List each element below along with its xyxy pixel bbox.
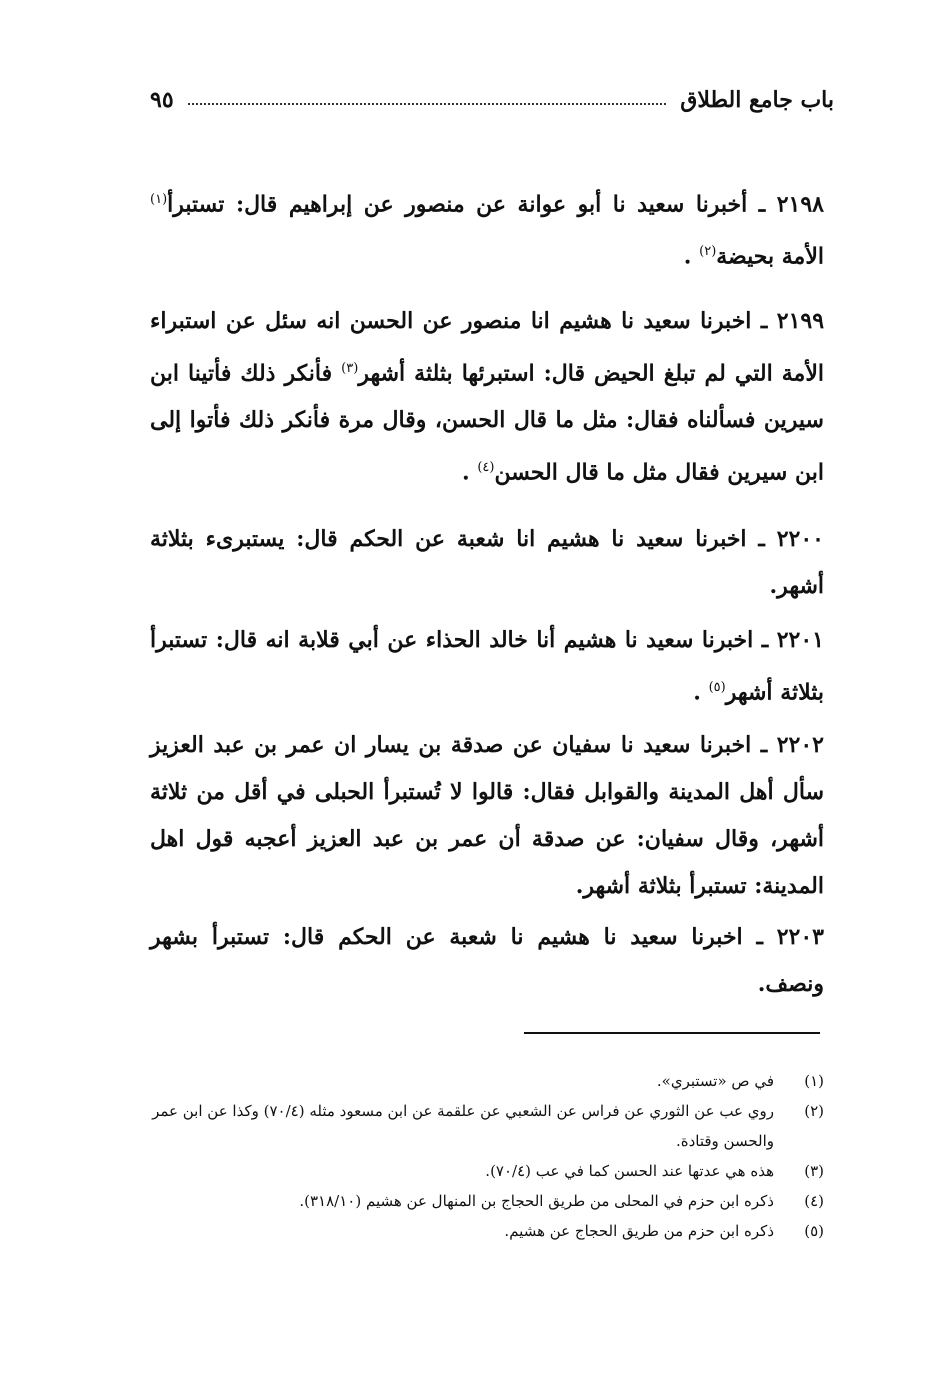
footnote-text: ذكره ابن حزم في المحلى من طريق الحجاج بن المنهال عن هشيم (٣١٨/١٠). [299, 1192, 774, 1210]
footnotes [140, 1066, 824, 1246]
hadith-text: اخبرنا سعيد نا سفيان عن صدقة بن يسار ان عمر بن عبد العزيز سأل أهل المدينة والقوابل فقال: قالوا لا تُستبرأ الحبلى في أقل من ثلاثة أشهر، وقال سفيان: عن صدقة أن عمر بن عبد العزيز أعجبه قول اهل المدينة: تستبرأ بثلاثة أشهر. [150, 732, 824, 899]
footnote [140, 1096, 824, 1156]
footnote [140, 1156, 824, 1186]
hadith-text: أخبرنا سعيد نا أبو عوانة عن منصور عن إبراهيم قال: تستبرأ [167, 191, 748, 218]
hadith-2199: ٢١٩٩ ـ اخبرنا سعيد نا هشيم انا منصور عن الحسن انه سئل عن استبراء الأمة التي لم تبلغ الحيض قال: استبرئها بثلثة أشهر$^{(٣)}$ فأنكر ذلك فأتينا ابن سيرين فسألناه فقال: مثل ما قال الحسن، وقال مرة فأنكر ذلك فأتوا إلى ابن سيرين فقال مثل ما قال الحسن$^{(٤)}$ . [150, 308, 825, 486]
hadith-text: . [683, 243, 692, 270]
footnote-ref[interactable]: (١) [150, 192, 168, 207]
footnote-ref[interactable]: (٤) [477, 460, 495, 476]
hadith-text: الأمة بحيضة [716, 243, 824, 270]
hadith-text: فأنكر ذلك فأتينا ابن سيرين فسألناه فقال: مثل ما قال الحسن، وقال مرة فأنكر ذلك فأتوا إلى ابن سيرين فقال مثل ما قال الحسن [150, 360, 824, 486]
hadith-2198: ٢١٩٨ ـ أخبرنا سعيد نا أبو عوانة عن منصور عن إبراهيم قال: تستبرأ$^{(١)}$ الأمة بحيضة$^{(٢)}$ . [150, 191, 824, 270]
hadith-number: ٢٢٠٣ [776, 924, 824, 950]
hadith-2203: ٢٢٠٣ ـ اخبرنا سعيد نا هشيم نا شعبة عن الحكم قال: تستبرأ بشهر ونصف. [150, 924, 824, 997]
hadith-2201: ٢٢٠١ ـ اخبرنا سعيد نا هشيم أنا خالد الحذاء عن أبي قلابة انه قال: تستبرأ بثلاثة أشهر$^{(٥)}$ . [150, 627, 824, 706]
footnote-ref[interactable]: (٢) [699, 244, 717, 260]
footnote-ref[interactable]: (٥) [708, 680, 726, 695]
footnote-text: ذكره ابن حزم من طريق الحجاج عن هشيم. [504, 1222, 774, 1240]
hadith-number: ٢٢٠٢ [776, 732, 824, 758]
footnote-separator [524, 1032, 820, 1034]
footnote [140, 1186, 824, 1216]
hadith-text: اخبرنا سعيد نا هشيم أنا خالد الحذاء عن أبي قلابة انه قال: تستبرأ بثلاثة أشهر [150, 627, 824, 706]
footnote-number: (٥) [804, 1222, 824, 1240]
hadith-text: . [693, 679, 701, 706]
footnote-text: هذه هي عدتها عند الحسن كما في عب (٧٠/٤). [485, 1162, 774, 1180]
chapter-title: باب جامع الطلاق [680, 87, 834, 113]
hadith-text: اخبرنا سعيد نا هشيم انا شعبة عن الحكم قال: يستبرىء بثلاثة أشهر. [150, 526, 824, 599]
footnote-number: (٤) [804, 1192, 824, 1210]
hadith-number: ٢١٩٨ [776, 191, 824, 218]
hadith-number: ٢١٩٩ [776, 308, 825, 334]
footnote-text: في ص «تستبري». [656, 1072, 774, 1090]
footnote-ref[interactable]: (٣) [341, 361, 359, 376]
footnote [140, 1066, 824, 1096]
hadith-number: ٢٢٠١ [776, 627, 824, 653]
header-leader-dots [188, 103, 667, 105]
hadith-text: اخبرنا سعيد نا هشيم انا منصور عن الحسن انه سئل عن استبراء الأمة التي لم تبلغ الحيض قال: استبرئها بثلثة أشهر [150, 308, 824, 387]
hadith-2202: ٢٢٠٢ ـ اخبرنا سعيد نا سفيان عن صدقة بن يسار ان عمر بن عبد العزيز سأل أهل المدينة والقوابل فقال: قالوا لا تُستبرأ الحبلى في أقل من ثلاثة أشهر، وقال سفيان: عن صدقة أن عمر بن عبد العزيز أعجبه قول اهل المدينة: تستبرأ بثلاثة أشهر. [150, 732, 824, 899]
footnote-number: (١) [804, 1072, 824, 1090]
hadith-text: . [461, 459, 470, 486]
running-header [150, 82, 834, 118]
footnote-number: (٢) [804, 1102, 824, 1120]
hadith-2200: ٢٢٠٠ ـ اخبرنا سعيد نا هشيم انا شعبة عن الحكم قال: يستبرىء بثلاثة أشهر. [150, 526, 824, 599]
hadith-text: اخبرنا سعيد نا هشيم نا شعبة عن الحكم قال: تستبرأ بشهر ونصف. [150, 924, 824, 997]
footnote [140, 1216, 824, 1246]
page-number: ٩٥ [150, 87, 174, 113]
footnote-number: (٣) [804, 1162, 824, 1180]
hadith-number: ٢٢٠٠ [776, 526, 824, 552]
footnote-text: روي عب عن الثوري عن فراس عن الشعبي عن علقمة عن ابن مسعود مثله (٧٠/٤) وكذا عن ابن عمر والحسن وقتادة. [152, 1102, 774, 1150]
